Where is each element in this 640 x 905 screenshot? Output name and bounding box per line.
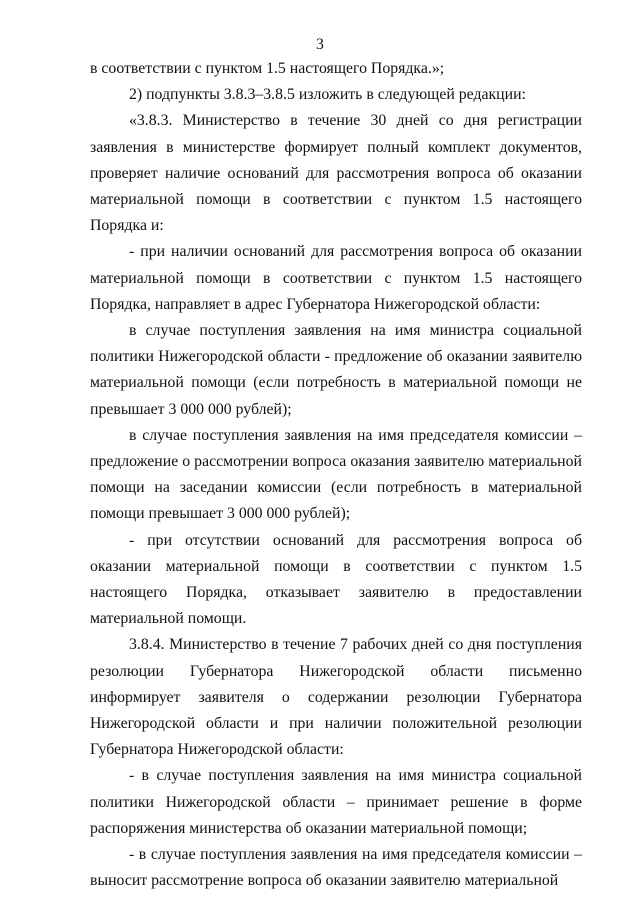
paragraph-3-8-3: «3.8.3. Министерство в течение 30 дней со дня регистрации заявления в министерстве формирует полный комплект документов, проверяет наличие оснований для рассмотрения вопроса об оказании материальной помощи в соответствии с пунктом 1.5 настоящего Порядка и: (90, 112, 582, 235)
paragraph-minister-decision: - в случае поступления заявления на имя министра социальной политики Нижегородской области – принимает решение в форме распоряжения министерства об оказании материальной помощи; (90, 767, 582, 837)
paragraph-grounds-absent: - при отсутствии оснований для рассмотрения вопроса об оказании материальной помощи в соответствии с пунктом 1.5 настоящего Порядка, отказывает заявителю в предоставлении материальной помощи. (90, 531, 582, 628)
paragraph-amendment-intro: 2) подпункты 3.8.3–3.8.5 изложить в следующей редакции: (129, 86, 526, 104)
document-body (90, 56, 582, 895)
paragraph-3-8-4: 3.8.4. Министерство в течение 7 рабочих дней со дня поступления резолюции Губернатора Нижегородской области письменно информирует заявителя о содержании резолюции Губернатора Нижегородской области и при наличии положительной резолюции Губернатора Нижегородской области: (90, 636, 582, 759)
paragraph-minister-case: в случае поступления заявления на имя министра социальной политики Нижегородской области - предложение об оказании заявителю материальной помощи (если потребность в материальной помощи не превышает 3 000 000 рублей); (90, 322, 582, 418)
paragraph-chairman-decision: - в случае поступления заявления на имя председателя комиссии – выносит рассмотрение вопроса об оказании заявителю материальной (90, 846, 582, 890)
paragraph-grounds-present: - при наличии оснований для рассмотрения вопроса об оказании материальной помощи в соответствии с пунктом 1.5 настоящего Порядка, направляет в адрес Губернатора Нижегородской области: (90, 243, 582, 313)
page-number: 3 (316, 36, 324, 53)
paragraph-continuation: в соответствии с пунктом 1.5 настоящего Порядка.»; (90, 60, 445, 77)
paragraph-chairman-case: в случае поступления заявления на имя председателя комиссии – предложение о рассмотрении вопроса оказания заявителю материальной помощи на заседании комиссии (если потребность в материальной помощи превышает 3 000 000 рублей); (90, 426, 582, 523)
